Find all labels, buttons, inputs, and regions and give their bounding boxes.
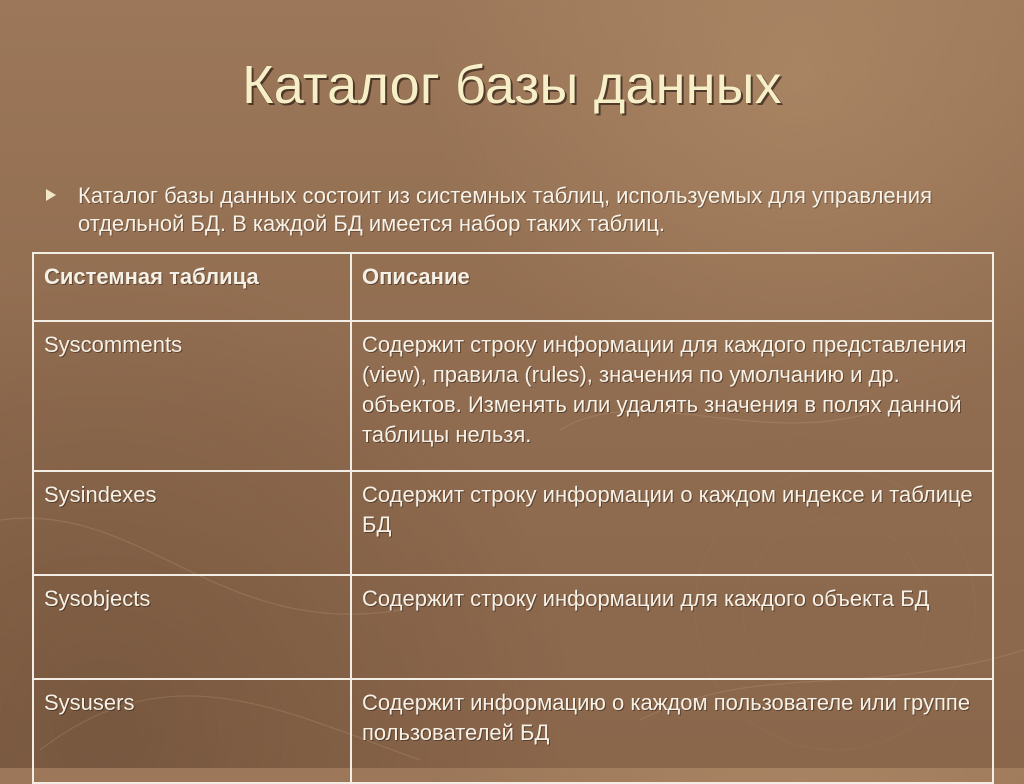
table-row — [33, 471, 993, 575]
table-header-system-table: Системная таблица — [33, 253, 351, 321]
table-cell-description: Содержит строку информации о каждом индексе и таблице БД — [351, 471, 993, 575]
table-row — [33, 679, 993, 783]
intro-bullet — [40, 182, 990, 238]
table-row — [33, 575, 993, 679]
table-cell-system-table: Sysusers — [33, 679, 351, 783]
slide-title: Каталог базы данных — [242, 55, 782, 115]
system-tables-table-wrap — [32, 252, 992, 745]
intro-text: Каталог базы данных состоит из системных таблиц, используемых для управления отдельной БД. В каждой БД имеется набор таких таблиц. — [78, 183, 932, 236]
system-tables-table — [32, 252, 994, 784]
table-cell-system-table: Sysobjects — [33, 575, 351, 679]
table-header-description: Описание — [351, 253, 993, 321]
table-row — [33, 321, 993, 471]
table-cell-system-table: Syscomments — [33, 321, 351, 471]
table-cell-description: Содержит строку информации для каждого представления (view), правила (rules), значения по умолчанию и др. объектов. Изменять или удалять значения в полях данной таблицы нельзя. — [351, 321, 993, 471]
table-cell-system-table: Sysindexes — [33, 471, 351, 575]
table-cell-description: Содержит строку информации для каждого объекта БД — [351, 575, 993, 679]
table-cell-description: Содержит информацию о каждом пользователе или группе пользователей БД — [351, 679, 993, 783]
table-header-row — [33, 253, 993, 321]
triangle-right-icon — [40, 184, 62, 206]
